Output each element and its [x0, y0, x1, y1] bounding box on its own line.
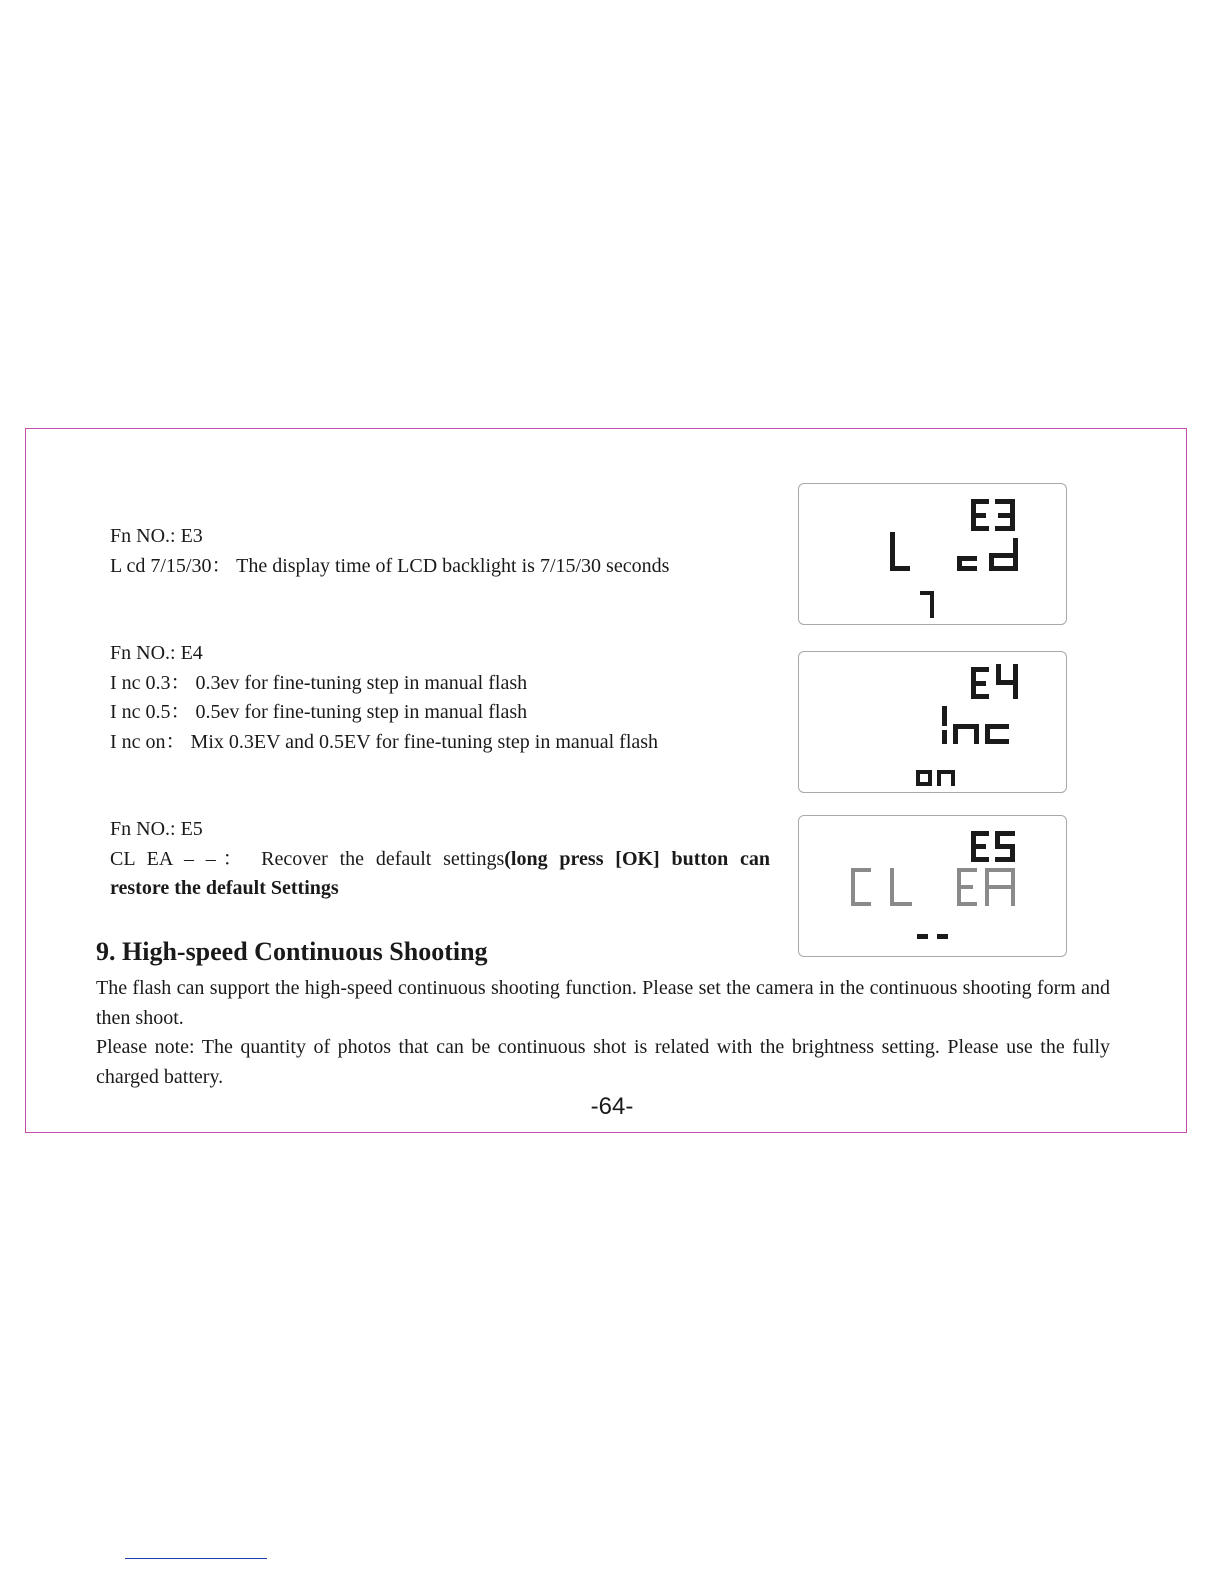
lcd-e3-segments: [799, 484, 1068, 626]
lcd-display-e4: [798, 651, 1067, 793]
lcd-e4-segments: [799, 652, 1068, 794]
lcd-display-e3: [798, 483, 1067, 625]
paragraph: Please note: The quantity of photos that can be continuous shot is related with the brightness setting. Please use the fully charged battery.: [96, 1036, 1110, 1088]
setting-line: [110, 845, 770, 875]
setting-e5: [110, 815, 770, 904]
lcd-display-e5: [798, 815, 1067, 957]
setting-line-bold: (long press [OK] button can: [504, 847, 771, 870]
section-body: [96, 974, 1110, 1092]
setting-line: I nc 0.5： 0.5ev for fine-tuning step in manual flash: [110, 701, 528, 723]
setting-line: I nc on： Mix 0.3EV and 0.5EV for fine-tuning step in manual flash: [110, 730, 659, 753]
lcd-e5-segments: [799, 816, 1068, 958]
setting-e3: [110, 522, 669, 581]
setting-line-bold-continued: restore the default Settings: [110, 877, 339, 899]
paragraph: The flash can support the high-speed continuous shooting function. Please set the camera in the continuous shooting form and then shoot.: [96, 977, 1110, 1029]
setting-e4: [110, 639, 658, 757]
setting-line: L cd 7/15/30： The display time of LCD backlight is 7/15/30 seconds: [110, 554, 670, 577]
fn-number: Fn NO.: E5: [110, 818, 203, 840]
section-heading: 9. High-speed Continuous Shooting: [96, 937, 488, 966]
fn-number: Fn NO.: E4: [110, 642, 203, 664]
page-number: -64-: [590, 1093, 634, 1120]
footer-rule: [125, 1558, 267, 1559]
setting-line-text: CL EA – –： Recover the default settings: [110, 847, 505, 870]
fn-number: Fn NO.: E3: [110, 525, 203, 547]
setting-line: I nc 0.3： 0.3ev for fine-tuning step in manual flash: [110, 671, 528, 694]
